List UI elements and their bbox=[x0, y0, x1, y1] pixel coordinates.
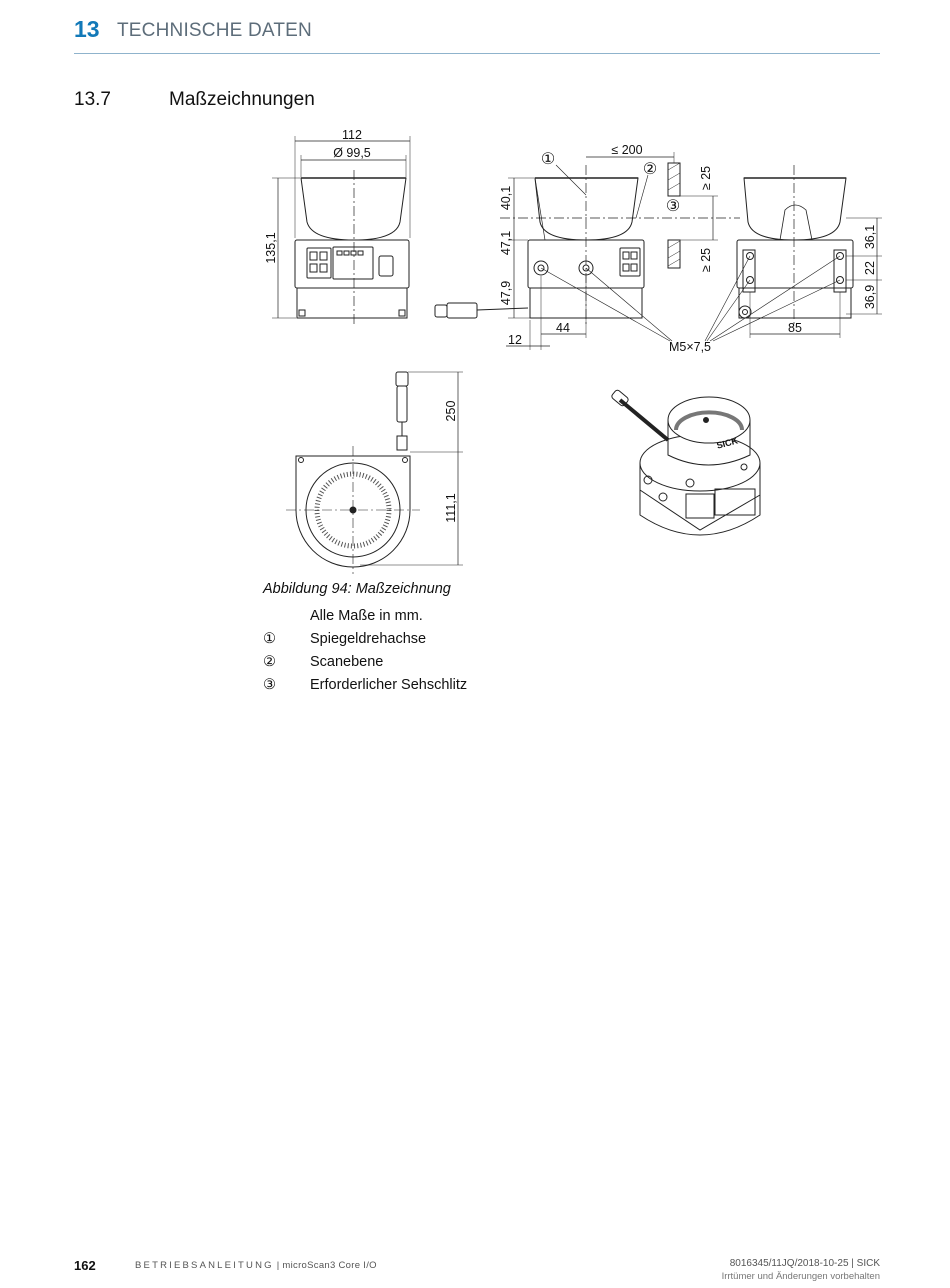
legend-text: Spiegeldrehachse bbox=[310, 631, 427, 647]
footer-doc-type: BETRIEBSANLEITUNG bbox=[135, 1260, 274, 1271]
dim-36-9: 36,9 bbox=[863, 284, 877, 310]
dim-diameter: Ø 99,5 bbox=[333, 146, 371, 160]
dim-47-9: 47,9 bbox=[499, 280, 513, 306]
footer-product: microScan3 Core I/O bbox=[282, 1260, 377, 1271]
dimension-drawing bbox=[250, 120, 890, 580]
dim-height: 135,1 bbox=[264, 232, 278, 264]
chapter-number: 13 bbox=[74, 16, 100, 42]
footer-document-title: BETRIEBSANLEITUNG | microScan3 Core I/O bbox=[135, 1260, 377, 1271]
dim-thread: M5×7,5 bbox=[668, 340, 712, 354]
dim-ge-25-bottom: ≥ 25 bbox=[699, 247, 713, 273]
marker-2: ② bbox=[642, 161, 658, 178]
dim-ge-25-top: ≥ 25 bbox=[699, 165, 713, 191]
dim-47-1: 47,1 bbox=[499, 230, 513, 256]
header-divider bbox=[74, 53, 880, 54]
dim-cable-250: 250 bbox=[444, 400, 458, 422]
dim-36-1: 36,1 bbox=[863, 224, 877, 250]
figure-caption: Abbildung 94: Maßzeichnung bbox=[263, 581, 451, 597]
dim-40-1: 40,1 bbox=[499, 185, 513, 211]
dim-112: 112 bbox=[342, 128, 362, 142]
isometric-view bbox=[611, 389, 760, 535]
dim-85: 85 bbox=[788, 321, 802, 335]
legend-text: Alle Maße in mm. bbox=[310, 608, 423, 624]
dim-le-200: ≤ 200 bbox=[611, 143, 643, 157]
page-number: 162 bbox=[74, 1258, 96, 1273]
dim-111-1: 111,1 bbox=[444, 493, 458, 523]
front-view bbox=[272, 136, 410, 326]
side-view bbox=[435, 152, 740, 350]
legend-text: Scanebene bbox=[310, 654, 384, 670]
back-view bbox=[705, 165, 882, 341]
legend-key: ① bbox=[263, 631, 276, 647]
footer-reference: 8016345/11JQ/2018-10-25 | SICK bbox=[729, 1258, 880, 1269]
legend-key: ② bbox=[263, 654, 276, 670]
footer-disclaimer: Irrtümer und Änderungen vorbehalten bbox=[721, 1271, 880, 1282]
marker-3: ③ bbox=[665, 198, 681, 215]
dim-22: 22 bbox=[863, 261, 877, 275]
dim-12: 12 bbox=[508, 333, 522, 347]
section-title: Maßzeichnungen bbox=[169, 89, 315, 110]
legend-text: Erforderlicher Sehschlitz bbox=[310, 677, 468, 693]
top-view bbox=[286, 372, 463, 574]
legend-key: ③ bbox=[263, 677, 276, 693]
section-number: 13.7 bbox=[74, 89, 111, 110]
dim-44: 44 bbox=[556, 321, 570, 335]
chapter-title: TECHNISCHE DATEN bbox=[117, 20, 312, 41]
sick-logo: SICK bbox=[715, 435, 739, 451]
marker-1: ① bbox=[540, 151, 556, 168]
